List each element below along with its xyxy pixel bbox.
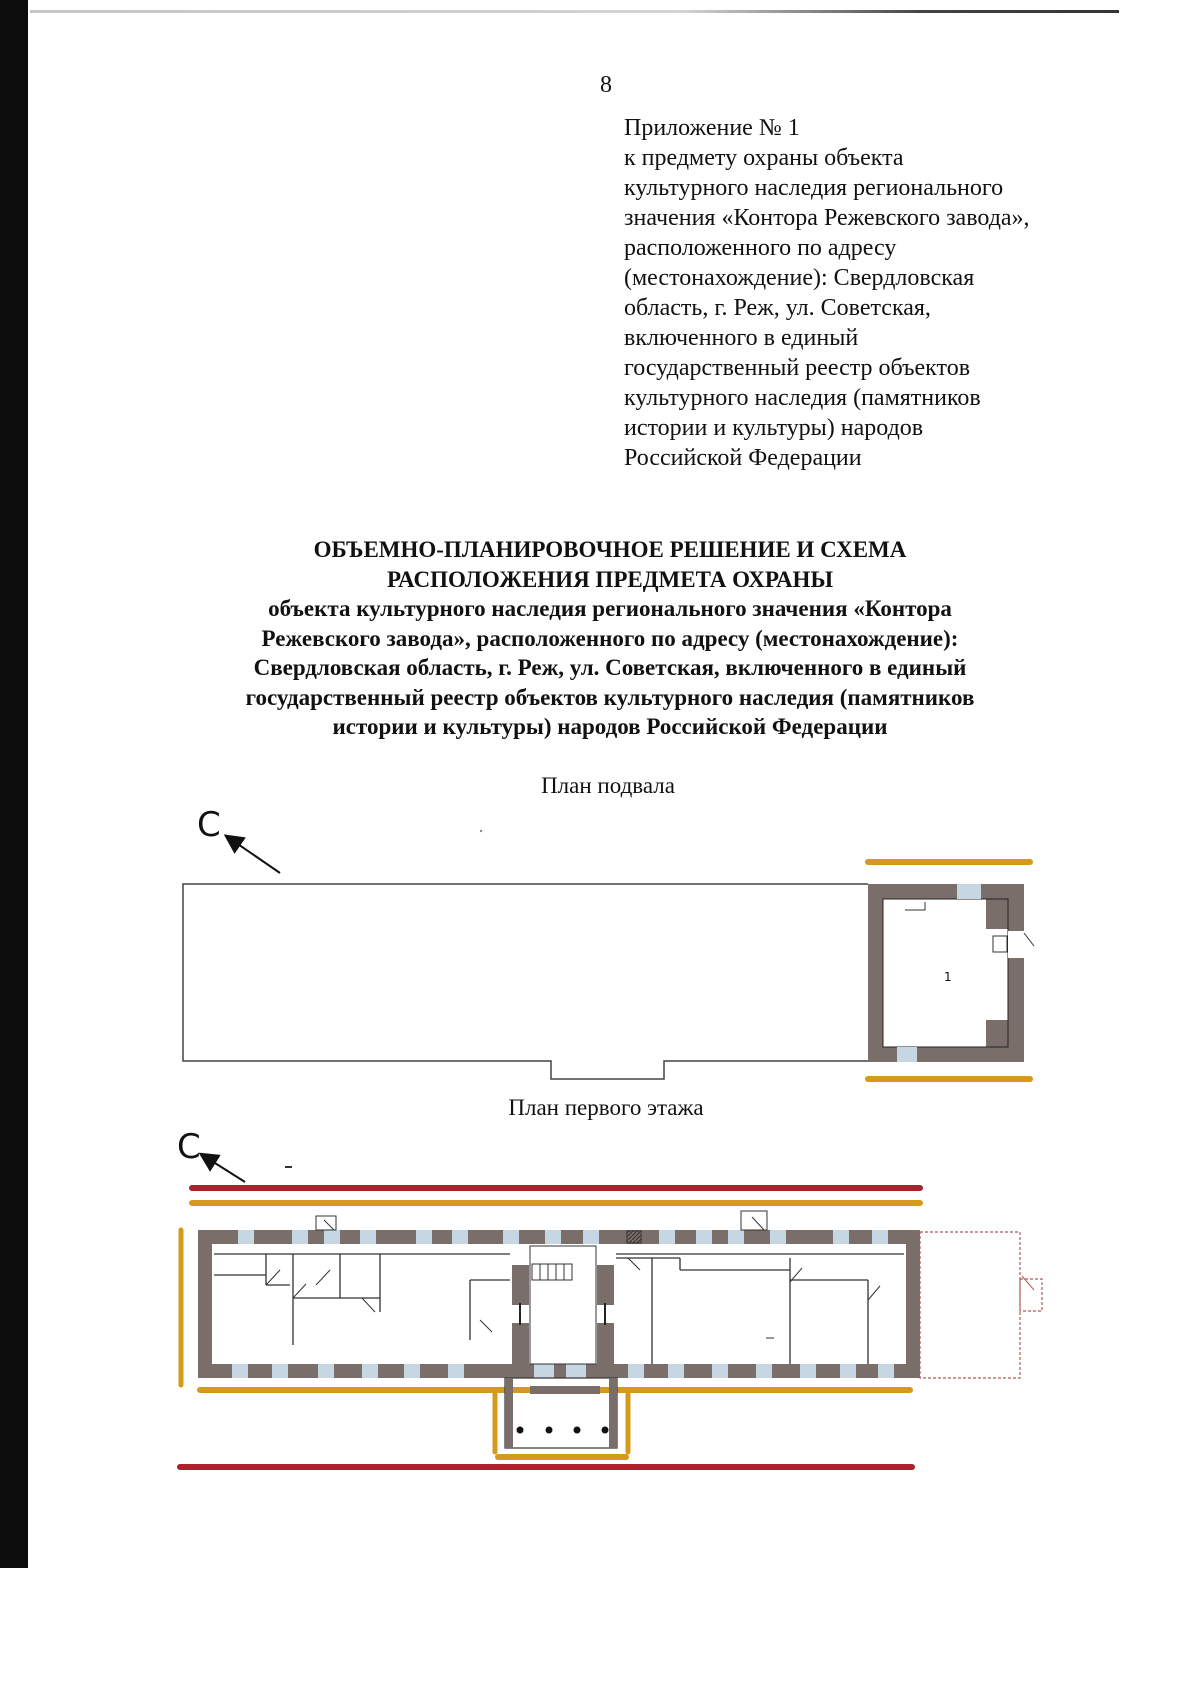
basement-steps [993,936,1007,952]
first-floor-north-arrow-icon [207,1158,245,1182]
appendix-line: культурного наследия (памятников [624,385,981,411]
door-leaf [1022,1276,1034,1290]
appendix-line: значения «Контора Режевского завода», [624,205,1030,231]
door-leaf [752,1217,764,1230]
chimney-hatch [627,1231,641,1243]
staircase [532,1264,572,1280]
door-leaf [324,1220,334,1230]
heading-line: государственный реестр объектов культурного наследия (памятников [245,684,975,710]
first-floor-outer-walls [198,1230,920,1378]
basement-window [897,1047,917,1062]
appendix-line: включенного в единый [624,325,859,351]
first-floor-north-label: С [177,1127,201,1167]
appendix-line: Приложение № 1 [624,115,800,141]
heading-line: истории и культуры) народов Российской Федерации [332,714,888,739]
heading-line: ОБЪЕМНО-ПЛАНИРОВОЧНОЕ РЕШЕНИЕ И СХЕМА [313,537,907,562]
scan-speck [480,830,482,832]
porch-wall [609,1378,617,1448]
basement-wall-pier [986,1020,1008,1047]
porch-wall [505,1378,513,1448]
appendix-line: расположенного по адресу [624,235,897,261]
page-number: 8 [600,72,612,98]
appendix-line: истории и культуры) народов [624,415,924,441]
basement-plan [183,805,1034,1079]
first-floor-plan [177,1127,1042,1467]
first-floor-plan-label: План первого этажа [508,1095,704,1120]
heading-line: Свердловская область, г. Реж, ул. Советская, включенного в единый [253,655,967,680]
entrance-porch-right [741,1211,767,1230]
basement-door-swing [1024,933,1034,946]
heading-line: Режевского завода», расположенного по адресу (местонахождение): [261,625,959,651]
appendix-line: Российской Федерации [624,445,862,471]
appendix-line: культурного наследия регионального [624,175,1004,201]
basement-outline [183,884,868,1079]
entrance-porch-left [316,1216,336,1230]
basement-window [957,884,981,899]
basement-plan-label: План подвала [541,773,675,798]
heading-line: РАСПОЛОЖЕНИЯ ПРЕДМЕТА ОХРАНЫ [386,566,834,592]
porch-step [530,1386,600,1394]
basement-door [1008,931,1024,958]
basement-wall-pier [986,899,1008,929]
basement-north-label: С [197,805,221,845]
basement-stair [905,902,925,910]
heading-line: объекта культурного наследия регионального значения «Контора [268,596,952,621]
appendix-line: (местонахождение): Свердловская [624,265,975,291]
appendix-line: государственный реестр объектов [624,355,971,381]
basement-room-number: 1 [944,970,952,984]
appendix-line: к предмету охраны объекта [624,145,904,171]
basement-north-arrow-icon [232,840,280,873]
east-annex [920,1232,1042,1378]
appendix-line: область, г. Реж, ул. Советская, [624,295,931,321]
porch-columns [517,1427,609,1434]
